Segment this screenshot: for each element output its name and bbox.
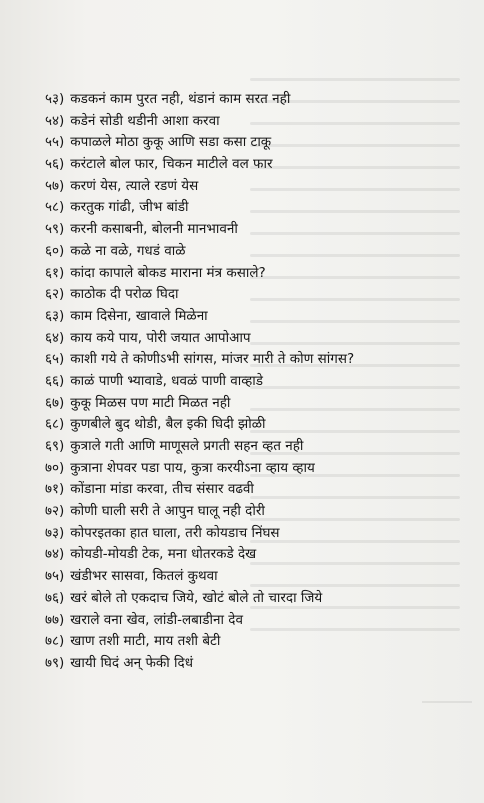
proverb-text: कुकू मिळस पण माटी मिळत नही — [70, 394, 231, 411]
proverb-text: कुणबीले बुद थोडी, बैल इकी घिदी झोळी — [70, 416, 266, 433]
proverb-item — [37, 544, 457, 566]
proverb-item — [37, 154, 457, 176]
number-paren: ) — [59, 372, 65, 389]
proverb-number: ६७ — [44, 394, 59, 411]
number-paren: ) — [59, 264, 65, 281]
proverb-text: खराले वना खेव, लांडी-लबाडीना देव — [70, 611, 243, 628]
proverb-item — [37, 132, 457, 154]
page-mark — [422, 701, 472, 713]
number-paren: ) — [59, 438, 65, 454]
number-paren: ) — [59, 654, 65, 671]
proverb-item — [37, 501, 457, 523]
number-paren: ) — [59, 286, 65, 303]
proverb-number: ७३ — [44, 524, 59, 541]
proverb-number: ५९ — [44, 221, 59, 238]
proverb-text: कडेनं सोडी थडीनी आशा करवा — [70, 112, 220, 129]
number-paren: ) — [59, 633, 65, 650]
number-paren: ) — [59, 156, 65, 173]
proverb-list — [37, 89, 457, 675]
proverb-text: कोणी घाली सरी ते आपुन घालू नही दोरी — [70, 503, 265, 520]
proverb-item — [37, 197, 457, 219]
proverb-text: खाण तशी माटी, माय तशी बेटी — [70, 633, 221, 650]
number-paren: ) — [59, 199, 65, 216]
proverb-item — [37, 89, 457, 111]
number-paren: ) — [59, 503, 65, 520]
proverb-number: ६५ — [44, 351, 59, 368]
proverb-text: कांदा कापाले बोकड माराना मंत्र कसाले? — [70, 264, 266, 281]
number-paren: ) — [59, 351, 65, 368]
number-paren: ) — [59, 177, 65, 194]
proverb-text: कोयडी-मोयडी टेक, मना धोतरकडे देख — [70, 546, 257, 563]
proverb-text: कळे ना वळे, गधडं वाळे — [70, 242, 186, 259]
proverb-number: ७५ — [44, 568, 59, 585]
number-paren: ) — [59, 546, 65, 563]
proverb-item — [37, 631, 457, 653]
proverb-number: ६८ — [44, 416, 59, 433]
proverb-number: ५७ — [44, 177, 59, 194]
proverb-text: कोंडाना मांडा करवा, तीच संसार वढवी — [70, 481, 254, 498]
proverb-number: ७० — [44, 459, 59, 476]
proverb-text: काळं पाणी भ्यावाडे, धवळं पाणी वाव्हाडे — [70, 372, 264, 389]
number-paren: ) — [59, 242, 65, 259]
proverb-item — [37, 371, 457, 393]
number-paren: ) — [59, 112, 65, 129]
proverb-item — [37, 458, 457, 480]
number-paren: ) — [59, 134, 65, 151]
proverb-item — [37, 263, 457, 285]
proverb-text: कपाळले मोठा कुकू आणि सडा कसा टाकू — [70, 134, 272, 151]
proverb-number: ७७ — [44, 611, 59, 628]
proverb-text: काठोक दी परोळ घिदा — [70, 286, 179, 303]
proverb-number: ७९ — [44, 654, 59, 671]
proverb-number: ७६ — [44, 589, 59, 606]
proverb-number: ७८ — [44, 633, 59, 650]
proverb-text: करतुक गांढी, जीभ बांडी — [70, 199, 189, 216]
proverb-item — [37, 111, 457, 133]
proverb-number: ६९ — [44, 438, 59, 454]
proverb-number: ६४ — [44, 329, 59, 346]
number-paren: ) — [59, 524, 65, 541]
proverb-item — [37, 306, 457, 328]
number-paren: ) — [59, 568, 65, 585]
proverb-text: कुत्राले गती आणि माणूसले प्रगती सहन व्हत नही — [70, 438, 304, 454]
proverb-item — [37, 176, 457, 198]
proverb-item — [37, 479, 457, 501]
proverb-item — [37, 653, 457, 675]
proverb-text: करनी कसाबनी, बोलनी मानभावनी — [70, 221, 238, 238]
proverb-text: खायी घिदं अन् फेकी दिधं — [70, 654, 194, 671]
proverb-number: ५४ — [44, 112, 59, 129]
number-paren: ) — [59, 307, 65, 324]
proverb-item — [37, 219, 457, 241]
proverb-item — [37, 328, 457, 350]
proverb-text: करणं येस, त्याले रडणं येस — [70, 177, 199, 194]
proverb-item — [37, 523, 457, 545]
number-paren: ) — [59, 481, 65, 498]
proverb-number: ५३ — [44, 91, 59, 107]
proverb-number: ६३ — [44, 307, 59, 324]
number-paren: ) — [59, 394, 65, 411]
proverb-text: काय कये पाय, पोरी जयात आपोआप — [70, 329, 251, 346]
proverb-text: काशी गये ते कोणीऽभी सांगस, मांजर मारी ते कोण सांगस? — [70, 351, 355, 368]
proverb-text: काम दिसेना, खावाले मिळेना — [70, 307, 208, 324]
proverb-text: कडकनं काम पुरत नही, थंडानं काम सरत नही — [70, 91, 291, 107]
proverb-number: ६१ — [44, 264, 59, 281]
proverb-item — [37, 349, 457, 371]
number-paren: ) — [59, 416, 65, 433]
proverb-item — [37, 566, 457, 588]
proverb-number: ६२ — [44, 286, 59, 303]
proverb-number: ५८ — [44, 199, 59, 216]
proverb-number: ७१ — [44, 481, 59, 498]
proverb-number: ५६ — [44, 156, 59, 173]
proverb-item — [37, 241, 457, 263]
proverb-text: कुत्राना शेपवर पडा पाय, कुत्रा करयीऽना व्हाय व्हाय — [70, 459, 315, 476]
number-paren: ) — [59, 611, 65, 628]
proverb-item — [37, 436, 457, 458]
proverb-text: कोपरइतका हात घाला, तरी कोयडाच निंघस — [70, 524, 280, 541]
proverb-number: ६० — [44, 242, 59, 259]
number-paren: ) — [59, 91, 65, 107]
proverb-item — [37, 414, 457, 436]
number-paren: ) — [59, 459, 65, 476]
number-paren: ) — [59, 221, 65, 238]
proverb-number: ५५ — [44, 134, 59, 151]
proverb-item — [37, 610, 457, 632]
proverb-item — [37, 588, 457, 610]
proverb-item — [37, 284, 457, 306]
proverb-text: खंडीभर सासवा, कितलं कुथवा — [70, 568, 218, 585]
number-paren: ) — [59, 329, 65, 346]
proverb-number: ७४ — [44, 546, 59, 563]
proverb-number: ६६ — [44, 372, 59, 389]
proverb-text: खरं बोले तो एकदाच जिये, खोटं बोले तो चारदा जिये — [70, 589, 323, 606]
proverb-text: करंटाले बोल फार, चिकन माटीले वल फार — [70, 156, 273, 173]
number-paren: ) — [59, 589, 65, 606]
proverb-item — [37, 393, 457, 415]
proverb-number: ७२ — [44, 503, 59, 520]
